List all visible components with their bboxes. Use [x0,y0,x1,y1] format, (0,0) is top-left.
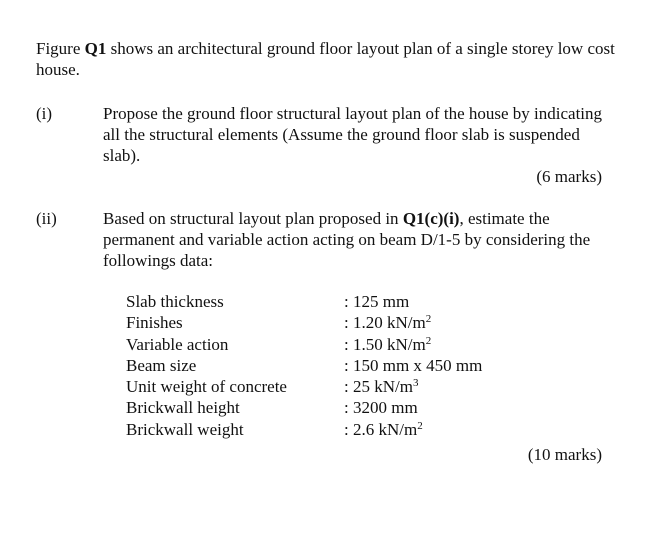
data-key: Unit weight of concrete [126,377,287,397]
question-intro [36,38,636,80]
data-value: : 1.50 $kN/m^2$ [344,334,432,354]
intro-text: shows an architectural ground floor layout plan of a single storey low cost house. [36,39,615,79]
data-value: : 1.20 $kN/m^2$ [344,313,432,333]
data-row [126,312,482,333]
data-row [126,419,482,440]
data-value: : 150 mm x 450 mm [344,355,483,375]
data-row [126,291,482,312]
part-ii-text [103,208,603,271]
data-key: Finishes [126,313,183,333]
data-key: Slab thickness [126,292,224,311]
data-value: : 3200 mm [344,398,418,418]
part-ii-marks: (10 marks) [527,445,602,464]
data-row [126,376,482,397]
data-key: Variable action [126,334,229,354]
data-key: Brickwall weight [126,419,244,439]
data-value: : 25 $kN/m^3$ [344,377,419,397]
data-row [126,334,482,355]
data-value: : 125 mm [344,292,410,311]
figure-reference: Q1 [84,39,107,58]
data-key: Brickwall height [126,398,240,418]
data-value: : 2.6 $kN/m^2$ [344,419,423,439]
part-ii-text-before: Based on structural layout plan proposed in [103,209,403,228]
part-i-text: Propose the ground floor structural layout plan of the house by indicating all the structural elements (Assume the ground floor slab is suspended slab). [103,104,603,165]
intro-prefix: Figure [36,39,85,58]
part-i-label: (i) [36,104,53,123]
part-ii-text-after: , estimate the permanent and variable action acting on beam D/1-5 by considering the followings data: [103,209,591,270]
part-ii-label: (ii) [36,209,57,228]
data-row [126,397,482,418]
part-ii-reference: Q1(c)(i) [402,209,460,228]
data-row [126,355,482,376]
part-i-marks: (6 marks) [536,167,602,186]
data-key: Beam size [126,355,197,375]
given-data-table [126,291,482,440]
